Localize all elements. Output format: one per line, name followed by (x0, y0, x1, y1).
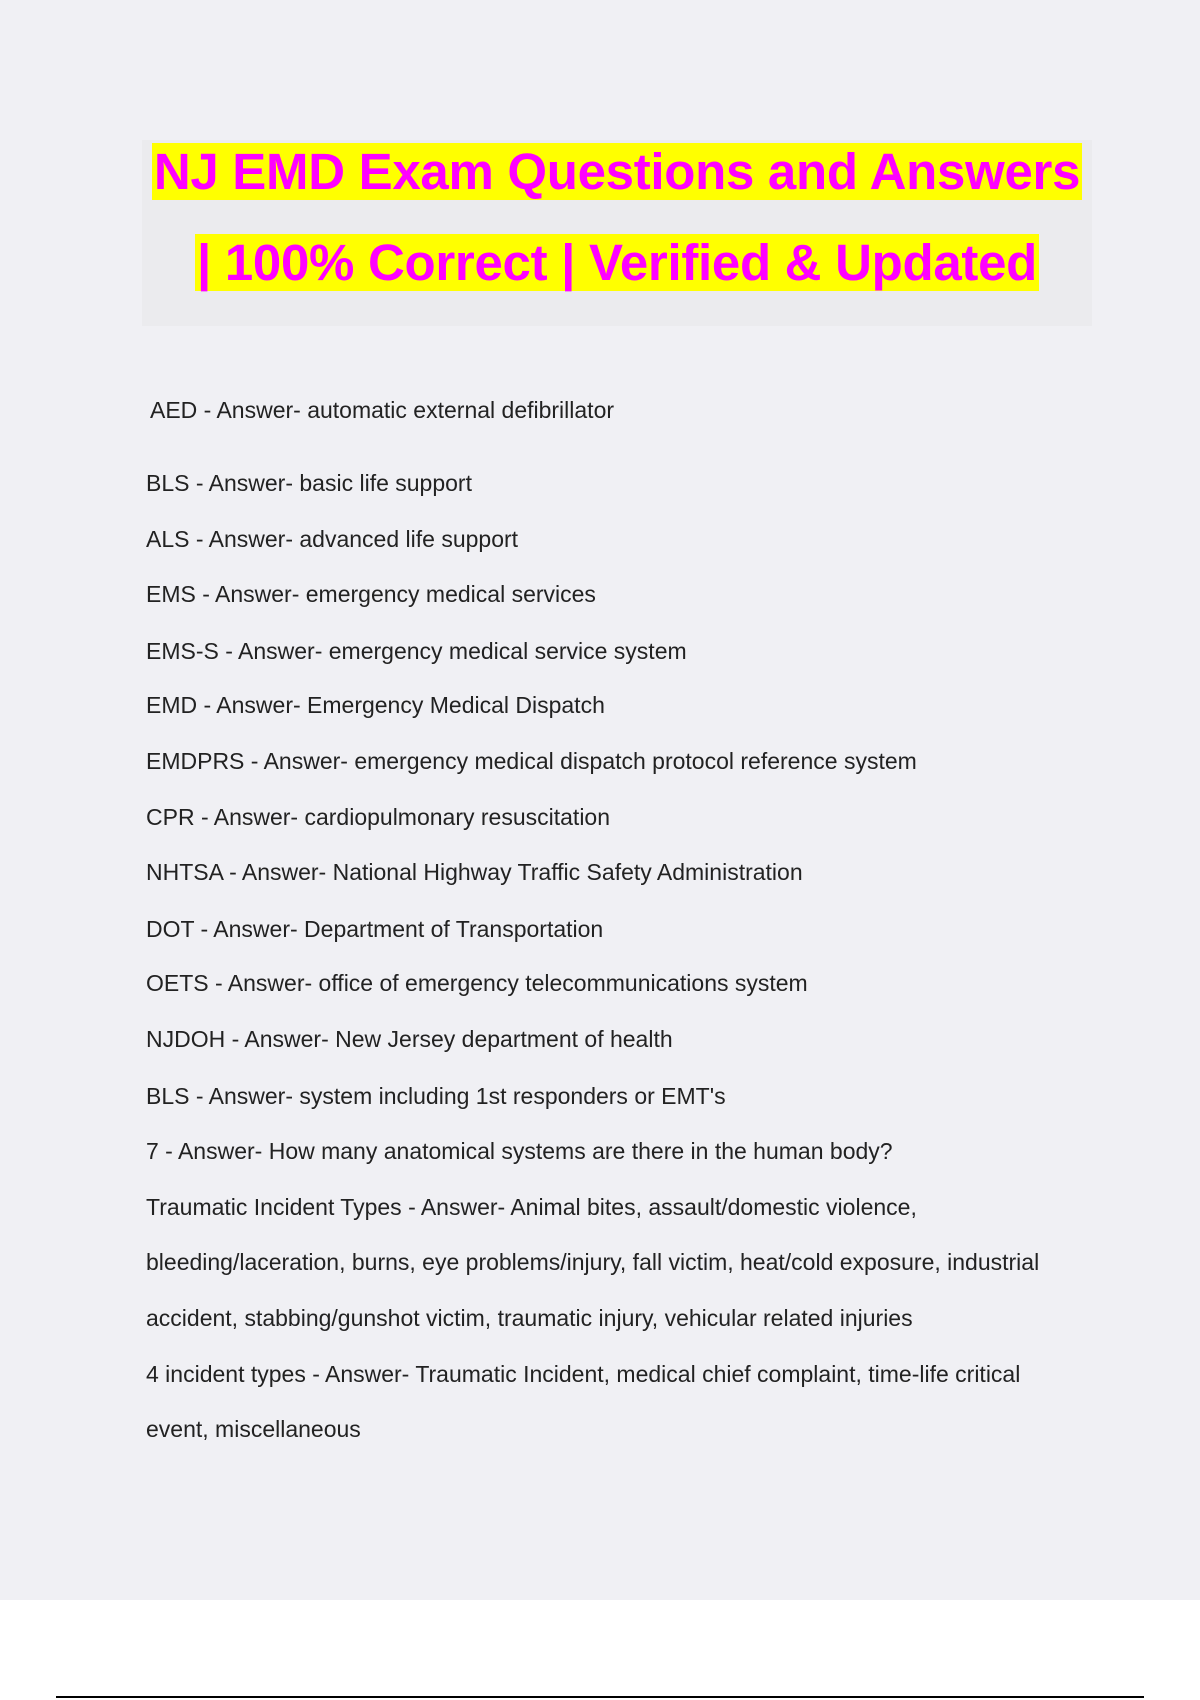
qa-item-emd: EMD - Answer- Emergency Medical Dispatch (146, 692, 605, 718)
qa-item-traumatic-types: Traumatic Incident Types - Answer- Animal bites, assault/domestic violence, (146, 1194, 917, 1220)
title-text-2: | 100% Correct | Verified & Updated (197, 234, 1037, 291)
qa-item-bls-2: BLS - Answer- system including 1st responders or EMT's (146, 1083, 726, 1109)
qa-item-emdprs: EMDPRS - Answer- emergency medical dispatch protocol reference system (146, 748, 917, 774)
title-block (142, 140, 1092, 326)
qa-item-ems: EMS - Answer- emergency medical services (146, 581, 596, 607)
qa-item-traumatic-types-cont-1: bleeding/laceration, burns, eye problems/injury, fall victim, heat/cold exposure, industrial (146, 1249, 1040, 1275)
title-text-1: NJ EMD Exam Questions and Answers (153, 143, 1081, 200)
qa-item-bls: BLS - Answer- basic life support (146, 470, 472, 496)
title-line-1 (142, 144, 1092, 200)
footer-divider (56, 1696, 1144, 1698)
qa-item-als: ALS - Answer- advanced life support (146, 526, 519, 552)
qa-item-traumatic-types-cont-2: accident, stabbing/gunshot victim, traumatic injury, vehicular related injuries (146, 1305, 913, 1331)
qa-item-anatomical-systems: 7 - Answer- How many anatomical systems are there in the human body? (146, 1138, 893, 1164)
qa-item-njdoh: NJDOH - Answer- New Jersey department of health (146, 1026, 673, 1052)
qa-item-nhtsa: NHTSA - Answer- National Highway Traffic Safety Administration (146, 859, 803, 885)
qa-item-ems-s: EMS-S - Answer- emergency medical service system (146, 638, 687, 664)
title-line-2 (142, 235, 1092, 291)
qa-item-cpr: CPR - Answer- cardiopulmonary resuscitation (146, 804, 611, 830)
qa-item-oets: OETS - Answer- office of emergency telecommunications system (146, 970, 808, 996)
qa-item-dot: DOT - Answer- Department of Transportation (146, 916, 604, 942)
qa-item-incident-types-cont: event, miscellaneous (146, 1416, 361, 1442)
qa-item-aed: AED - Answer- automatic external defibrillator (150, 397, 615, 423)
qa-item-incident-types: 4 incident types - Answer- Traumatic Incident, medical chief complaint, time-life critical (146, 1361, 1021, 1387)
